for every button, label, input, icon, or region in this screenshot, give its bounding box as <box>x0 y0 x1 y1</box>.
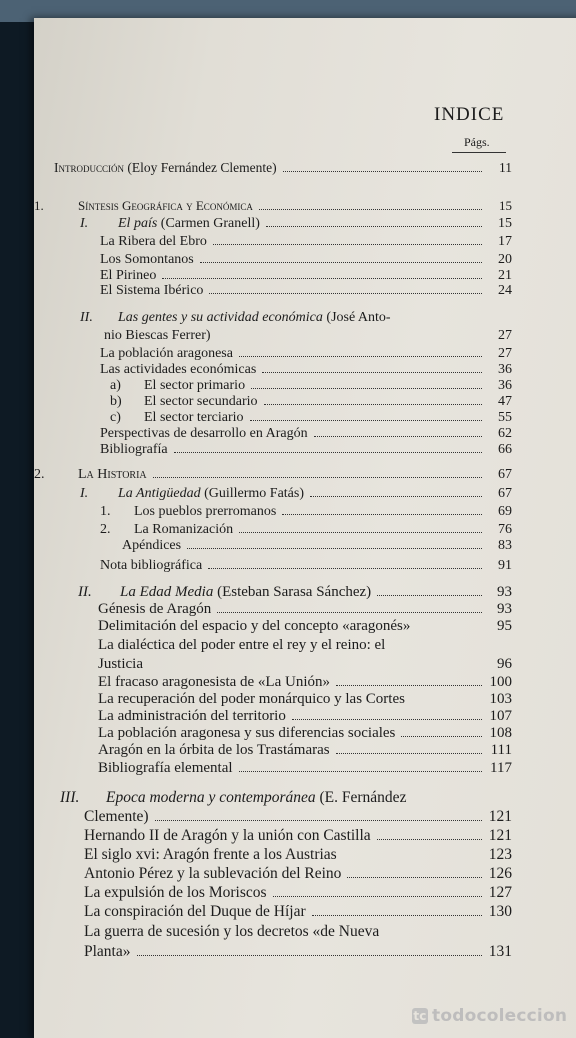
toc-entry <box>100 234 512 250</box>
toc-entry <box>34 198 512 214</box>
toc-entry-label <box>100 426 308 442</box>
toc-entry-number: 2. <box>34 467 45 482</box>
toc-entry <box>84 808 512 826</box>
toc-entry-page: 95 <box>497 618 512 634</box>
toc-entry <box>100 346 512 362</box>
toc-entry-title: La dialéctica del poder entre el rey y el reino: el <box>98 637 386 653</box>
toc-entry-page: 91 <box>498 558 512 573</box>
toc-entry <box>84 846 512 864</box>
toc-entry-title: El siglo xvi: Aragón frente a los Austrias <box>84 846 337 863</box>
toc-entry-title: Clemente) <box>84 808 149 825</box>
dot-leader <box>292 719 482 720</box>
toc-entry-title: Perspectivas de desarrollo en Aragón <box>100 426 308 441</box>
toc-entry-title: La recuperación del poder monárquico y las Cortes <box>98 691 405 707</box>
toc-entry-page: 121 <box>488 808 512 825</box>
toc-entry-page: 93 <box>497 601 512 617</box>
toc-entry-number: I. <box>80 216 89 231</box>
toc-entry-title: El Pirineo <box>100 268 157 283</box>
toc-entry <box>100 504 512 520</box>
toc-entry-author: (Eloy Fernández Clemente) <box>124 160 277 175</box>
toc-entry-label <box>98 618 410 635</box>
toc-entry-label <box>84 827 371 845</box>
toc-entry-label <box>110 410 244 426</box>
dot-leader <box>208 568 482 569</box>
toc-entry-page: 11 <box>499 160 512 175</box>
toc-entry-number: 1. <box>100 504 111 519</box>
toc-entry-number: II. <box>78 584 92 600</box>
dot-leader <box>174 452 482 453</box>
dot-leader <box>283 171 482 172</box>
toc-entry <box>100 283 512 299</box>
toc-entry <box>84 884 512 902</box>
dot-leader <box>187 548 482 549</box>
toc-entry-page: 27 <box>498 346 512 361</box>
toc-entry-label <box>98 742 330 759</box>
toc-entry-label <box>80 216 260 232</box>
toc-entry-title: El sector terciario <box>144 410 244 425</box>
dot-leader <box>264 404 482 405</box>
toc-entry-title: La Romanización <box>134 522 234 537</box>
toc-entry-label <box>100 504 276 520</box>
toc-entry <box>60 789 512 807</box>
toc-entry-title: Apéndices <box>122 538 182 553</box>
toc-entry <box>98 742 512 759</box>
toc-entry-title: Los Somontanos <box>100 252 194 267</box>
toc-entry-label <box>100 558 202 574</box>
toc-entry-title: Antonio Pérez y la sublevación del Reino <box>84 865 342 882</box>
toc-entry-title: La población aragonesa <box>100 346 233 361</box>
toc-entry <box>98 656 512 673</box>
toc-entry <box>100 522 512 538</box>
toc-entry <box>78 584 512 601</box>
toc-entry-title: Nota bibliográfica <box>100 558 203 573</box>
toc-entry-title: Las actividades económicas <box>100 362 257 377</box>
toc-entry <box>98 637 512 654</box>
toc-entry <box>122 538 512 554</box>
toc-entry-label <box>84 846 337 864</box>
toc-entry-label <box>98 656 143 673</box>
toc-entry <box>98 760 512 777</box>
toc-entry-page: 127 <box>488 884 512 901</box>
toc-entry-page: 123 <box>488 846 512 863</box>
toc-entry <box>100 252 512 268</box>
toc-entry-page: 130 <box>488 903 512 920</box>
toc-entry-label <box>54 160 277 176</box>
dot-leader <box>312 915 482 916</box>
dot-leader <box>266 226 482 227</box>
toc-entry-title: El sector secundario <box>144 394 258 409</box>
toc-entry-page: 69 <box>498 504 512 519</box>
toc-entry-label <box>104 328 211 344</box>
toc-entry-author: (E. Fernández <box>315 789 407 806</box>
toc-entry-number: 2. <box>100 522 111 537</box>
toc-entry-page: 107 <box>489 708 512 724</box>
toc-entry-label <box>84 903 306 921</box>
dot-leader <box>310 496 482 497</box>
dot-leader <box>213 244 482 245</box>
toc-entry-title: nio Biescas Ferrer) <box>104 328 211 343</box>
dot-leader <box>209 293 482 294</box>
toc-entry-title: La expulsión de los Moriscos <box>84 884 267 901</box>
toc-entry-number: III. <box>60 789 80 806</box>
toc-entry <box>84 865 512 883</box>
toc-entry-title: Las gentes y su actividad económica <box>118 310 323 325</box>
toc-entry-page: 93 <box>497 584 512 600</box>
dot-leader <box>314 436 482 437</box>
toc-entry-number: II. <box>80 310 93 325</box>
toc-entry-page: 24 <box>498 283 512 298</box>
toc-entry-label <box>80 310 391 326</box>
toc-entry-page: 100 <box>489 674 512 690</box>
toc-entry-page: 36 <box>498 362 512 377</box>
toc-entry-label <box>100 362 256 378</box>
toc-entry <box>110 378 512 394</box>
toc-entry-page: 21 <box>498 268 512 283</box>
toc-entry-label <box>98 691 405 708</box>
toc-entry-label <box>110 378 245 394</box>
pages-column-label: Págs. <box>464 135 490 149</box>
toc-entry <box>110 394 512 410</box>
dot-leader <box>377 595 482 596</box>
toc-entry <box>34 467 512 483</box>
dot-leader <box>200 262 482 263</box>
toc-entry-label <box>60 789 406 807</box>
toc-entry-title: La Historia <box>78 467 147 482</box>
toc-entry <box>100 426 512 442</box>
toc-entry-title: El fracaso aragonesista de «La Unión» <box>98 674 330 690</box>
toc-entry-title: El Sistema Ibérico <box>100 283 204 298</box>
dot-leader <box>239 532 482 533</box>
toc-entry-label <box>84 808 149 826</box>
toc-entry-label <box>98 725 395 742</box>
toc-entry-label <box>84 923 379 941</box>
toc-entry-label <box>110 394 258 410</box>
header-rule <box>452 152 506 153</box>
toc-entry-page: 20 <box>498 252 512 267</box>
toc-entry-page: 117 <box>490 760 512 776</box>
toc-entry-title: Introducción <box>54 160 124 175</box>
dot-leader <box>239 356 482 357</box>
dot-leader <box>155 820 482 821</box>
toc-entry-title: El sector primario <box>144 378 246 393</box>
dot-leader <box>336 685 482 686</box>
toc-entry-page: 36 <box>498 378 512 393</box>
toc-entry-title: Bibliografía <box>100 442 168 457</box>
toc-entry-page: 27 <box>498 328 512 343</box>
toc-entry-number: c) <box>110 410 121 425</box>
toc-entry-author: (Guillermo Fatás) <box>200 486 304 501</box>
toc-entry-label <box>98 708 286 725</box>
toc-entry-label <box>84 884 267 902</box>
page-title: INDICE <box>434 104 505 125</box>
dot-leader <box>259 209 482 210</box>
toc-entry-label <box>100 252 194 268</box>
toc-entry <box>100 558 512 574</box>
watermark <box>412 1006 567 1026</box>
toc-entry-page: 55 <box>498 410 512 425</box>
toc-entry-title: El país <box>118 216 158 231</box>
toc-entry-label <box>100 268 156 284</box>
toc-entry-title: La Ribera del Ebro <box>100 234 207 249</box>
toc-entry-page: 131 <box>488 943 512 960</box>
toc-entry-page: 126 <box>488 865 512 882</box>
toc-entry <box>98 691 512 708</box>
toc-entry-label <box>100 522 233 538</box>
toc-entry-page: 62 <box>498 426 512 441</box>
toc-entry-title: Génesis de Aragón <box>98 601 212 617</box>
toc-entry <box>98 674 512 691</box>
toc-entry-page: 108 <box>489 725 512 741</box>
toc-entry <box>84 943 512 961</box>
toc-entry <box>80 486 512 502</box>
toc-entry-title: Bibliografía elemental <box>98 760 233 776</box>
toc-entry-title: La Edad Media <box>120 584 214 600</box>
watermark-text: todocoleccion <box>432 1006 568 1026</box>
toc-entry-title: Epoca moderna y contemporánea <box>106 789 316 806</box>
toc-entry <box>98 601 512 618</box>
toc-entry-label <box>100 234 207 250</box>
dot-leader <box>239 771 482 772</box>
toc-entry-page: 103 <box>489 691 512 707</box>
toc-entry <box>98 725 512 742</box>
toc-entry-label <box>98 674 330 691</box>
toc-entry-label <box>98 601 211 618</box>
toc-entry-page: 17 <box>498 234 512 249</box>
dot-leader <box>273 896 482 897</box>
toc-entry-page: 83 <box>498 538 512 553</box>
dot-leader <box>377 839 482 840</box>
toc-entry-title: La guerra de sucesión y los decretos «de Nueva <box>84 923 380 940</box>
toc-entry <box>98 618 512 635</box>
toc-entry-label <box>34 198 253 214</box>
toc-entry-page: 15 <box>499 198 512 213</box>
toc-entry-page: 47 <box>498 394 512 409</box>
toc-entry <box>84 903 512 921</box>
toc-entry-number: 1. <box>34 198 44 213</box>
toc-entry-author: (Esteban Sarasa Sánchez) <box>213 584 372 600</box>
toc-entry-label <box>122 538 181 554</box>
dot-leader <box>347 877 482 878</box>
toc-entry-title: Justicia <box>98 656 143 672</box>
dot-leader <box>162 278 482 279</box>
dot-leader <box>137 955 483 956</box>
tc-badge-icon: tc <box>413 1009 427 1023</box>
toc-entry-label <box>98 637 385 654</box>
toc-entry-title: Síntesis Geográfica y Económica <box>78 198 253 213</box>
toc-entry-title: Delimitación del espacio y del concepto «aragonés» <box>98 618 411 634</box>
toc-entry <box>100 362 512 378</box>
toc-entry <box>80 310 512 326</box>
dot-leader <box>217 612 482 613</box>
toc-entry-title: La administración del territorio <box>98 708 286 724</box>
toc-entry-title: Los pueblos prerromanos <box>134 504 277 519</box>
toc-entry <box>104 328 512 344</box>
toc-entry <box>100 268 512 284</box>
toc-entry-page: 67 <box>498 486 512 501</box>
toc-entry-page: 121 <box>488 827 512 844</box>
toc-entry-title: La conspiración del Duque de Híjar <box>84 903 306 920</box>
dot-leader <box>401 736 482 737</box>
toc-entry <box>80 216 512 232</box>
toc-entry-label <box>100 346 233 362</box>
toc-entry-author: (Carmen Granell) <box>157 216 260 231</box>
toc-entry-label <box>100 283 203 299</box>
toc-entry-title: La Antigüedad <box>118 486 201 501</box>
toc-entry-page: 96 <box>497 656 512 672</box>
toc-entry-page: 67 <box>498 467 512 482</box>
toc-entry-label <box>78 584 371 601</box>
toc-entry <box>98 708 512 725</box>
toc-entry-label <box>80 486 304 502</box>
toc-entry-label <box>84 943 131 961</box>
dot-leader <box>336 753 482 754</box>
toc-entry-title: La población aragonesa y sus diferencias sociales <box>98 725 396 741</box>
toc-entry <box>100 442 512 458</box>
dot-leader <box>262 372 482 373</box>
dot-leader <box>153 477 482 478</box>
toc-entry-author: (José Anto- <box>322 310 391 325</box>
toc-entry-label <box>34 467 147 483</box>
toc-entry-page: 111 <box>490 742 512 758</box>
toc-entry-page: 15 <box>498 216 512 231</box>
toc-entry-number: I. <box>80 486 89 501</box>
toc-entry-page: 76 <box>498 522 512 537</box>
toc-entry-page: 66 <box>498 442 512 457</box>
toc-entry-title: Planta» <box>84 943 131 960</box>
toc-entry-title: Aragón en la órbita de los Trastámaras <box>98 742 330 758</box>
toc-entry-number: b) <box>110 394 122 409</box>
toc-entry <box>84 923 512 941</box>
toc-entry <box>110 410 512 426</box>
toc-entry-label <box>100 442 168 458</box>
toc-entry <box>84 827 512 845</box>
toc-entry-label <box>84 865 341 883</box>
toc-entry <box>54 160 512 176</box>
book-page <box>34 18 576 1038</box>
toc-entry-number: a) <box>110 378 121 393</box>
toc-entry-title: Hernando II de Aragón y la unión con Castilla <box>84 827 371 844</box>
dot-leader <box>282 514 482 515</box>
dot-leader <box>251 388 482 389</box>
toc-entry-label <box>98 760 233 777</box>
dot-leader <box>250 420 482 421</box>
